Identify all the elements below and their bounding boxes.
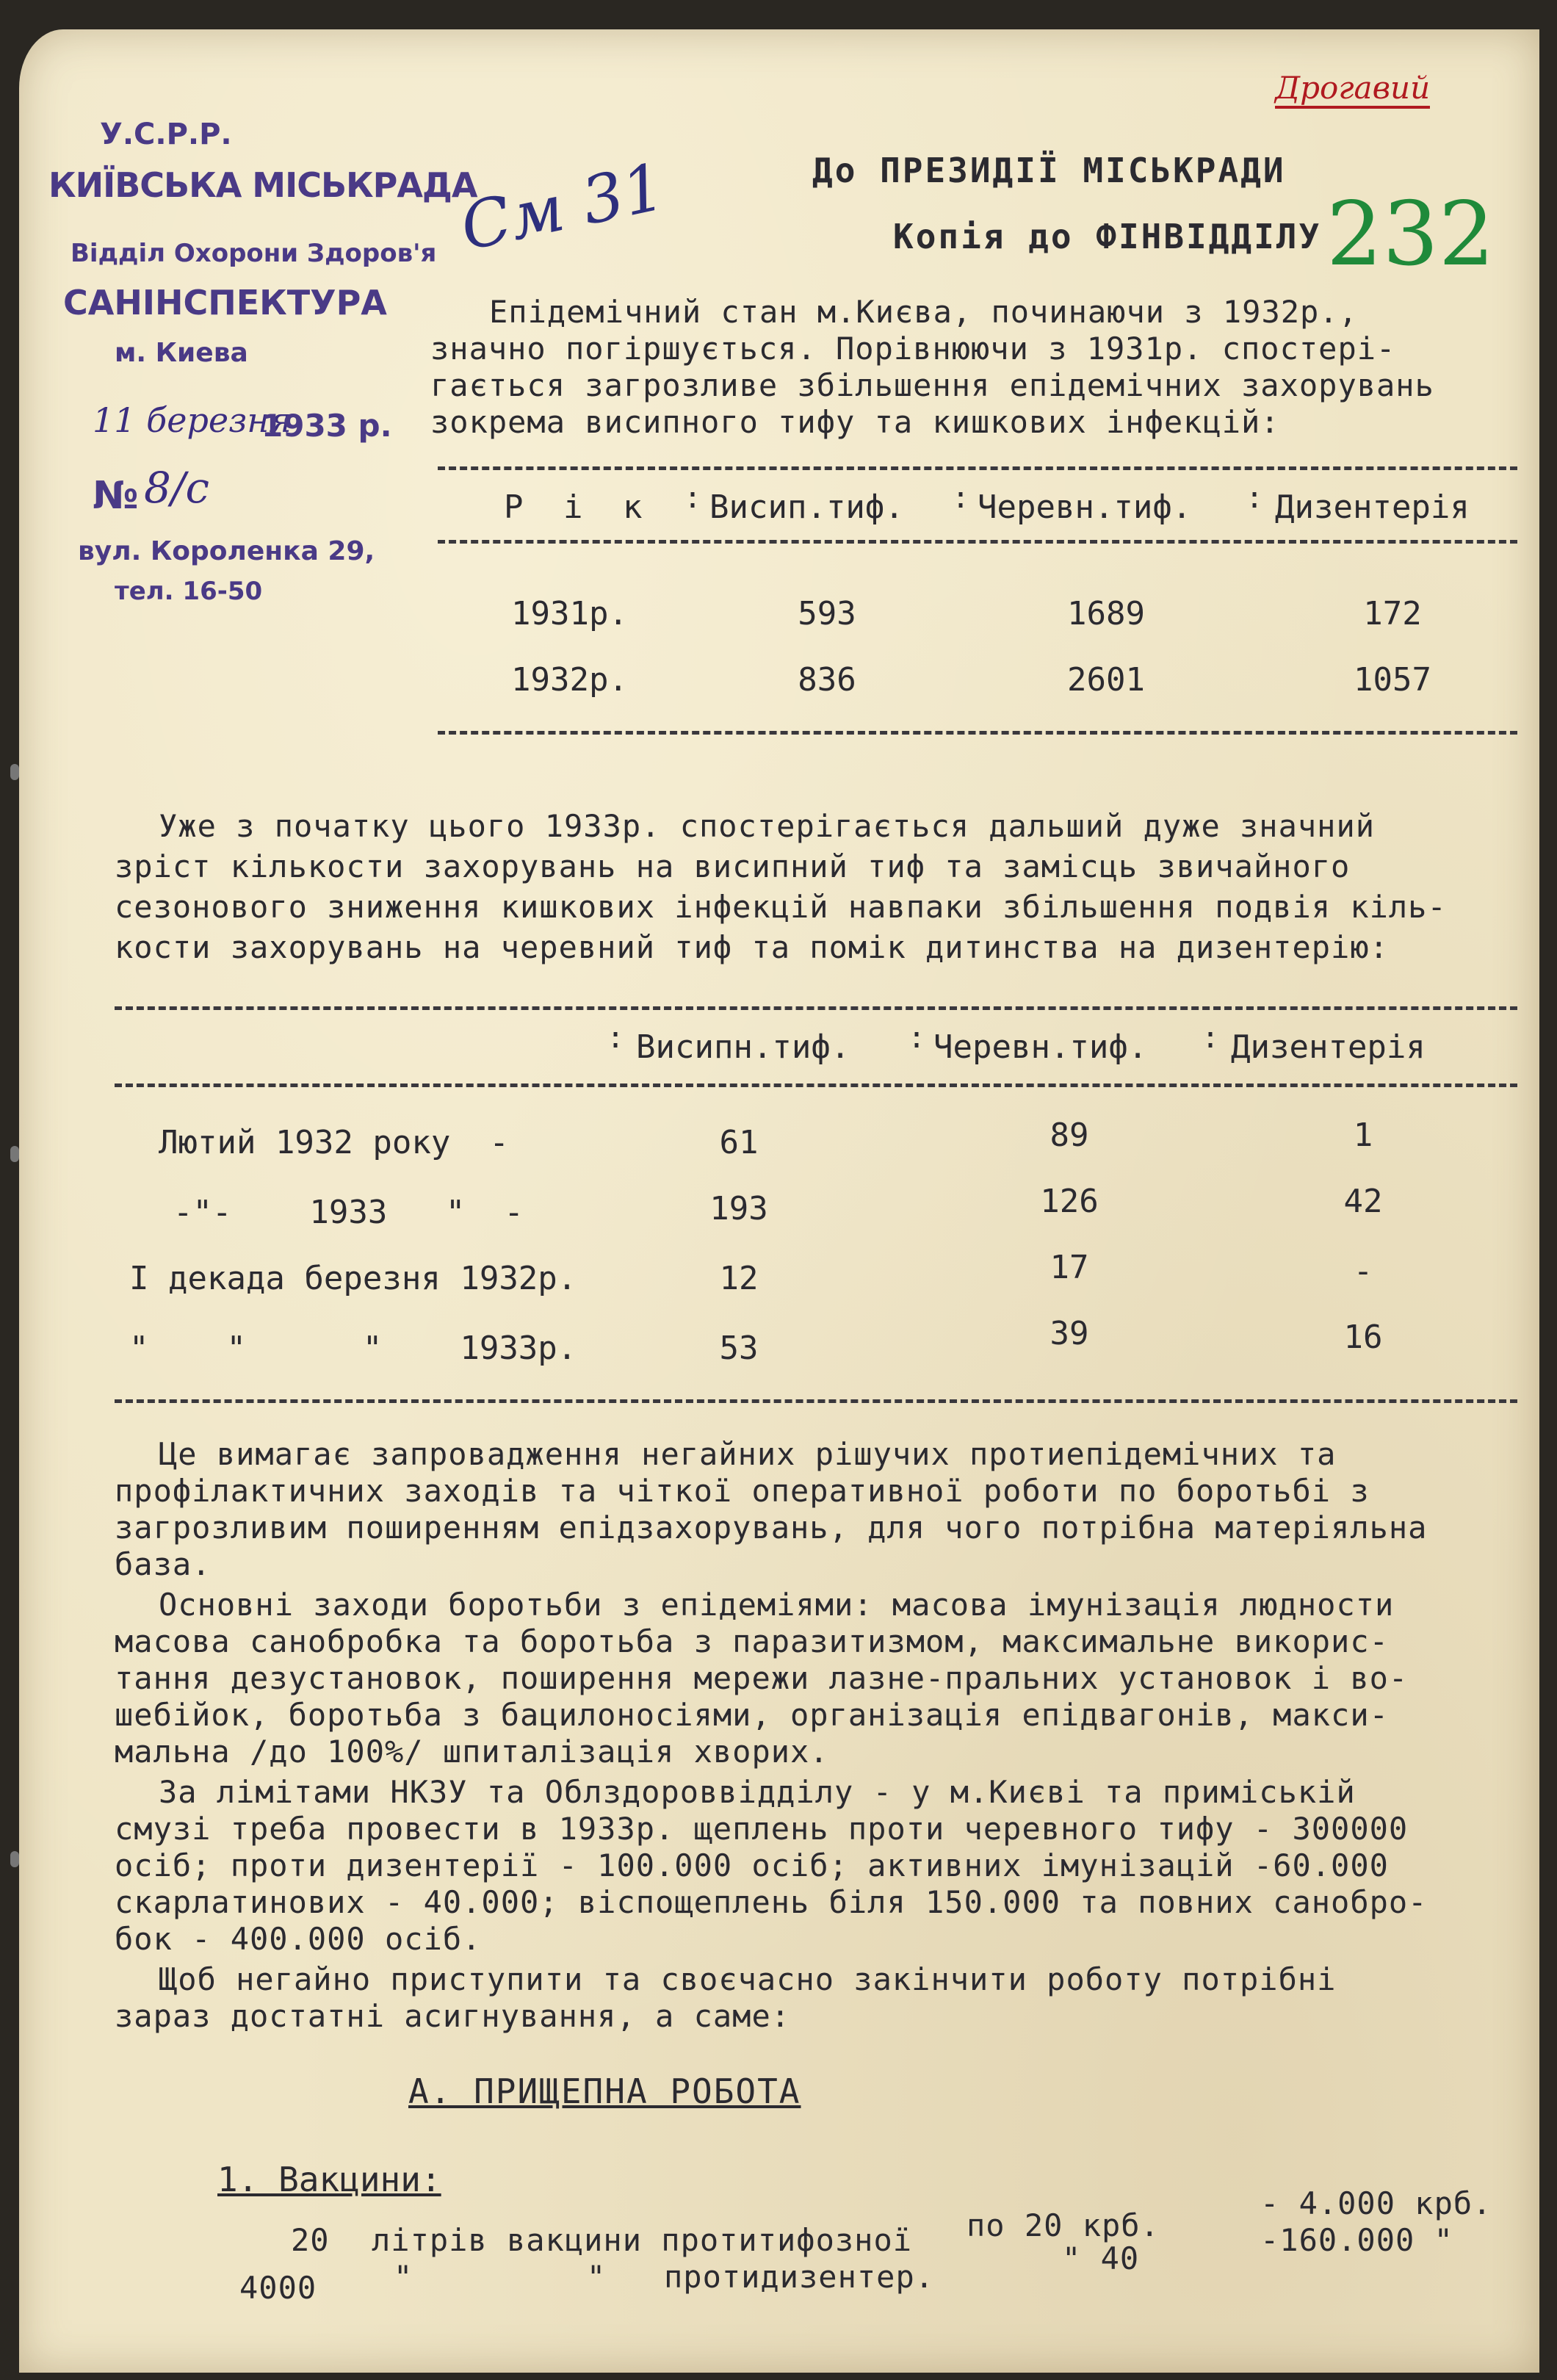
paragraph-line: масова санобробка та боротьба з паразитизмом, максимальне викорис- xyxy=(115,1623,1389,1659)
stamp-number: 8/с xyxy=(144,463,209,513)
column-separator: : xyxy=(607,1021,625,1055)
stamp-address: вул. Короленка 29, xyxy=(78,536,375,566)
binding-hole xyxy=(10,1146,19,1162)
column-separator: : xyxy=(684,481,702,515)
stamp-city-council: КИЇВСЬКА МІСЬКРАДА xyxy=(48,165,477,205)
stamp-republic: У.С.Р.Р. xyxy=(100,118,232,151)
table1-cell-year: 1931р. xyxy=(511,595,628,632)
table2-cell-period: I декада березня 1932р. xyxy=(129,1260,577,1297)
table2-cell-period: -"- 1933 " - xyxy=(173,1194,524,1231)
paragraph-line: база. xyxy=(115,1546,212,1582)
table-rule xyxy=(115,1006,1517,1010)
column-separator: : xyxy=(1202,1021,1220,1055)
vaccine-price: " 40 xyxy=(1062,2240,1140,2276)
table2-header-dysentery: Дизентерія xyxy=(1231,1028,1426,1066)
column-separator: : xyxy=(952,481,970,515)
table1-cell-typhoid: 1689 xyxy=(1067,595,1145,632)
vaccine-qty: 4000 xyxy=(239,2270,317,2306)
paragraph-line: профілактичних заходів та чіткої оперативної роботи по боротьбі з xyxy=(115,1473,1370,1509)
vaccine-total: -160.000 " xyxy=(1260,2222,1453,2258)
table1-cell-typhus: 836 xyxy=(798,661,856,699)
vaccine-qty: 20 xyxy=(291,2222,330,2258)
table2-cell-typhoid: 89 xyxy=(1050,1117,1089,1154)
stamp-phone: тел. 16-50 xyxy=(115,577,263,606)
table1-header-typhus: Висип.тиф. xyxy=(709,488,904,526)
table1-cell-dysentery: 172 xyxy=(1363,595,1422,632)
paragraph-line: смузі треба провести в 1933р. щеплень проти черевного тифу - 300000 xyxy=(115,1811,1409,1847)
table2-cell-typhoid: 39 xyxy=(1050,1315,1089,1352)
paragraph-line: шебійок, боротьба з бацилоносіями, організація епідвагонів, макси- xyxy=(115,1697,1389,1733)
stamp-city: м. Киева xyxy=(115,338,248,368)
table2-cell-period: Лютий 1932 року - xyxy=(159,1124,509,1161)
vaccine-description: " " протидизентер. xyxy=(394,2259,935,2295)
paragraph-line: бок - 400.000 осіб. xyxy=(115,1921,482,1957)
table2-cell-typhoid: 17 xyxy=(1050,1249,1089,1286)
stamp-date-year: 1933 р. xyxy=(261,408,392,444)
copy-to-line: Копія до ФІНВІДДІЛУ xyxy=(893,217,1322,256)
stamp-inspectorate: САНІНСПЕКТУРА xyxy=(63,283,387,322)
paragraph-line: кости захорувань на черевний тиф та помік дитинства на дизентерію: xyxy=(115,929,1389,965)
table-rule xyxy=(438,540,1517,544)
table2-cell-dysentery: 16 xyxy=(1343,1319,1383,1356)
table2-cell-dysentery: - xyxy=(1353,1252,1373,1290)
intro-line: зокрема висипного тифу та кишкових інфекцій: xyxy=(430,404,1280,440)
paragraph-line: Це вимагає запровадження негайних рішучих протиепідемічних та xyxy=(159,1436,1337,1472)
table-rule xyxy=(115,1083,1517,1087)
table1-cell-year: 1932р. xyxy=(511,661,628,699)
table2-cell-typhus: 61 xyxy=(719,1124,759,1161)
table1-header-year: Р і к xyxy=(504,488,653,526)
paragraph-line: загрозливим поширенням епідзахорувань, для чого потрібна матеріяльна xyxy=(115,1510,1428,1546)
section-heading: А. ПРИЩЕПНА РОБОТА xyxy=(408,2071,801,2111)
table1-cell-dysentery: 1057 xyxy=(1354,661,1431,699)
table2-cell-period: " " " 1933р. xyxy=(129,1330,577,1367)
table-rule xyxy=(438,731,1517,735)
table1-cell-typhoid: 2601 xyxy=(1067,661,1145,699)
paragraph-line: осіб; проти дизентерії - 100.000 осіб; активних імунізацій -60.000 xyxy=(115,1847,1389,1883)
paragraph-line: За лімітами НКЗУ та Облздороввідділу - у м.Києві та приміській xyxy=(159,1774,1356,1810)
vaccine-price: по 20 крб. xyxy=(967,2207,1160,2243)
paragraph-line: Основні заходи боротьби з епідеміями: масова імунізація людности xyxy=(159,1587,1395,1623)
paragraph-line: тання дезустановок, поширення мережи лазне-пральних установок і во- xyxy=(115,1660,1409,1696)
table-rule xyxy=(115,1399,1517,1403)
stamp-date-day: 11 березня xyxy=(93,400,292,440)
stamp-department: Відділ Охорони Здоров'я xyxy=(71,239,437,268)
intro-line: значно погіршується. Порівнюючи з 1931р. спостері- xyxy=(430,331,1396,367)
vaccines-heading: 1. Вакцини: xyxy=(217,2160,441,2199)
binding-hole xyxy=(10,1851,19,1867)
handwritten-top-right: Дрогавий xyxy=(1275,70,1430,109)
table-rule xyxy=(438,466,1517,470)
table2-header-typhus: Висипн.тиф. xyxy=(636,1028,850,1066)
column-separator: : xyxy=(908,1021,926,1055)
vaccine-description: літрів вакцини протитифозної xyxy=(372,2222,913,2258)
stamp-number-label: № xyxy=(93,474,139,518)
column-separator: : xyxy=(1246,481,1264,515)
paragraph-line: скарлатинових - 40.000; віспощеплень біля 150.000 та повних санобро- xyxy=(115,1884,1428,1920)
table1-header-typhoid: Черевн.тиф. xyxy=(978,488,1192,526)
table2-cell-typhoid: 126 xyxy=(1040,1183,1099,1220)
paragraph-line: зараз достатні асигнування, а саме: xyxy=(115,1998,791,2034)
table2-cell-dysentery: 1 xyxy=(1353,1117,1373,1154)
paragraph-line: Щоб негайно приступити та своєчасно закінчити роботу потрібні xyxy=(159,1961,1337,1997)
folio-number: 232 xyxy=(1326,184,1495,286)
table2-header-typhoid: Черевн.тиф. xyxy=(933,1028,1148,1066)
document-page xyxy=(19,29,1539,2373)
paragraph-line: сезонового зниження кишкових інфекцій навпаки збільшення подвія кіль- xyxy=(115,889,1447,925)
table2-cell-typhus: 193 xyxy=(709,1190,768,1227)
paragraph-line: зріст кількости захорувань на висипний тиф та замісць звичайного xyxy=(115,848,1351,884)
table2-cell-typhus: 53 xyxy=(719,1330,759,1367)
vaccine-total: - 4.000 крб. xyxy=(1260,2185,1492,2221)
intro-line: Епідемічний стан м.Києва, починаючи з 1932р., xyxy=(489,294,1358,330)
table2-cell-dysentery: 42 xyxy=(1343,1183,1383,1220)
intro-line: гається загрозливе збільшення епідемічних захорувань xyxy=(430,367,1434,403)
paragraph-line: мальна /до 100%/ шпиталізація хворих. xyxy=(115,1734,829,1770)
handwritten-reference: См 31 xyxy=(454,148,671,266)
table2-cell-typhus: 12 xyxy=(719,1260,759,1297)
table1-header-dysentery: Дизентерія xyxy=(1275,488,1470,526)
paragraph-line: Уже з початку цього 1933р. спостерігається дальший дуже значний xyxy=(159,808,1376,844)
table1-cell-typhus: 593 xyxy=(798,595,856,632)
binding-hole xyxy=(10,764,19,780)
addressee-line: До ПРЕЗИДІЇ МІСЬКРАДИ xyxy=(812,151,1286,190)
